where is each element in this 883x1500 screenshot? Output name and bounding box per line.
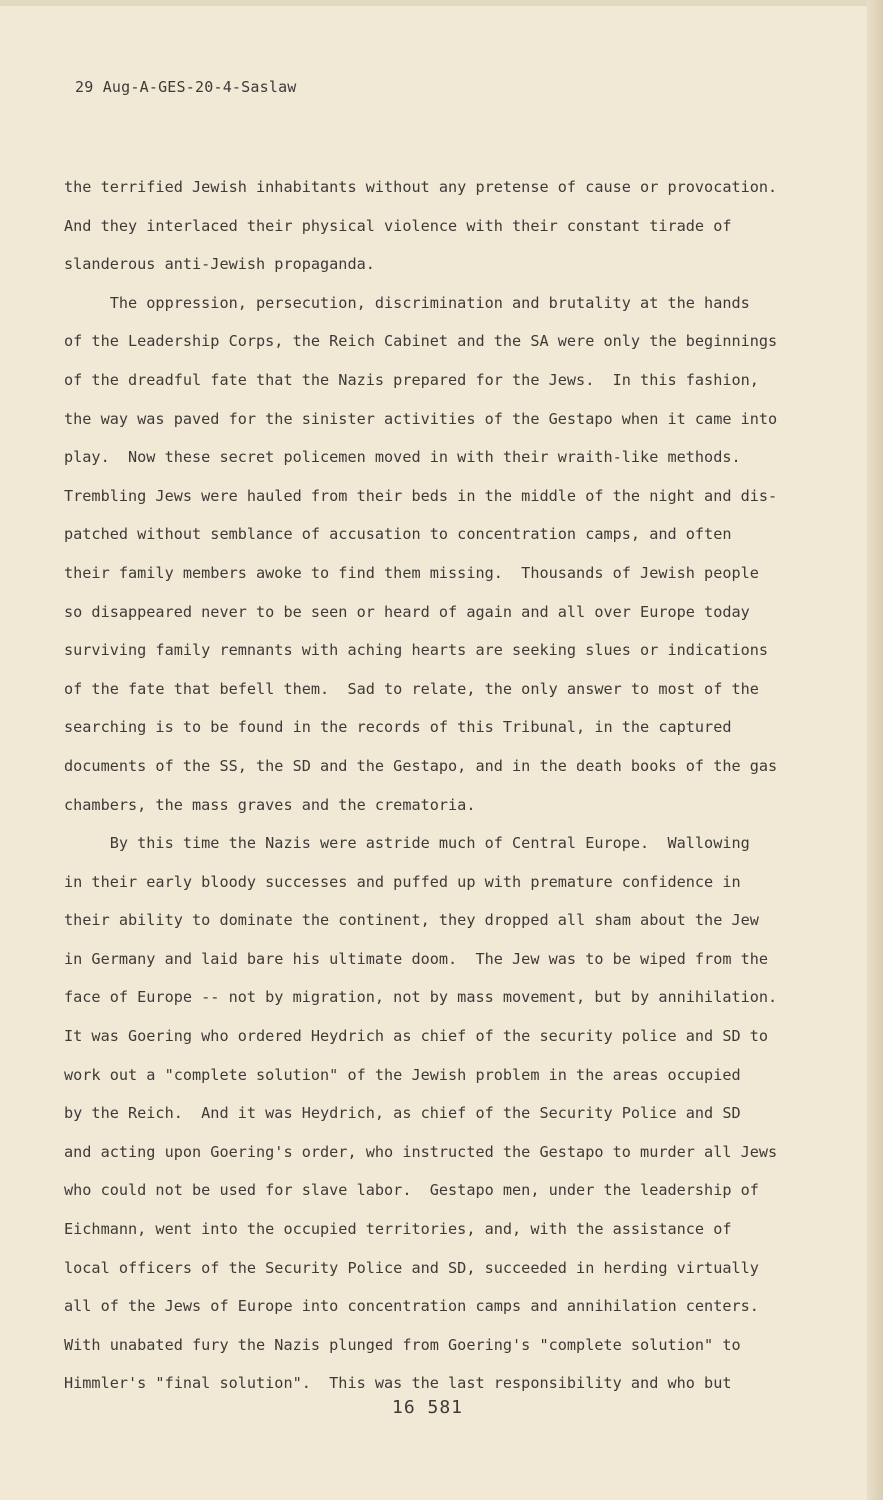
text-line: slanderous anti-Jewish propaganda. [64,255,375,274]
text-line: face of Europe -- not by migration, not by mass movement, but by annihilation. [64,988,778,1007]
text-line: By this time the Nazis were astride much of Central Europe. Wallowing [64,834,750,853]
text-line: Eichmann, went into the occupied territories, and, with the assistance of [64,1220,732,1239]
text-line: chambers, the mass graves and the crematoria. [64,795,476,814]
text-line: in Germany and laid bare his ultimate doom. The Jew was to be wiped from the [64,949,769,968]
text-line: patched without semblance of accusation to concentration camps, and often [64,525,732,544]
text-line: their family members awoke to find them missing. Thousands of Jewish people [64,563,759,582]
text-line: Himmler's "final solution". This was the last responsibility and who but [64,1374,732,1393]
text-line: documents of the SS, the SD and the Gestapo, and in the death books of the gas [64,756,778,775]
page-top-edge [0,0,883,6]
text-line: and acting upon Goering's order, who instructed the Gestapo to murder all Jews [64,1142,778,1161]
text-line: With unabated fury the Nazis plunged from Goering's "complete solution" to [64,1335,741,1354]
page-right-edge [867,0,883,1500]
text-line: the way was paved for the sinister activities of the Gestapo when it came into [64,409,778,428]
text-line: searching is to be found in the records of this Tribunal, in the captured [64,718,732,737]
text-line: by the Reich. And it was Heydrich, as chief of the Security Police and SD [64,1104,741,1123]
text-line: who could not be used for slave labor. Gestapo men, under the leadership of [64,1181,759,1200]
text-line: their ability to dominate the continent, they dropped all sham about the Jew [64,911,759,930]
text-line: The oppression, persecution, discrimination and brutality at the hands [64,293,750,312]
text-line: work out a "complete solution" of the Jewish problem in the areas occupied [64,1065,741,1084]
page-number: 16 581 [392,1397,464,1418]
text-line: local officers of the Security Police and SD, succeeded in herding virtually [64,1258,759,1277]
text-line: of the fate that befell them. Sad to relate, the only answer to most of the [64,679,759,698]
text-line: Trembling Jews were hauled from their beds in the middle of the night and dis- [64,486,778,505]
text-line: And they interlaced their physical violence with their constant tirade of [64,216,732,235]
text-line: all of the Jews of Europe into concentration camps and annihilation centers. [64,1297,759,1316]
document-body [64,168,824,1403]
text-line: of the dreadful fate that the Nazis prepared for the Jews. In this fashion, [64,370,759,389]
text-line: the terrified Jewish inhabitants without any pretense of cause or provocation. [64,178,778,196]
text-line: of the Leadership Corps, the Reich Cabinet and the SA were only the beginnings [64,332,778,351]
text-line: It was Goering who ordered Heydrich as chief of the security police and SD to [64,1027,769,1046]
document-header: 29 Aug-A-GES-20-4-Saslaw [75,78,297,96]
text-line: in their early bloody successes and puffed up with premature confidence in [64,872,741,891]
text-line: so disappeared never to be seen or heard of again and all over Europe today [64,602,750,621]
text-line: surviving family remnants with aching hearts are seeking slues or indications [64,641,769,660]
text-line: play. Now these secret policemen moved in with their wraith-like methods. [64,448,741,467]
